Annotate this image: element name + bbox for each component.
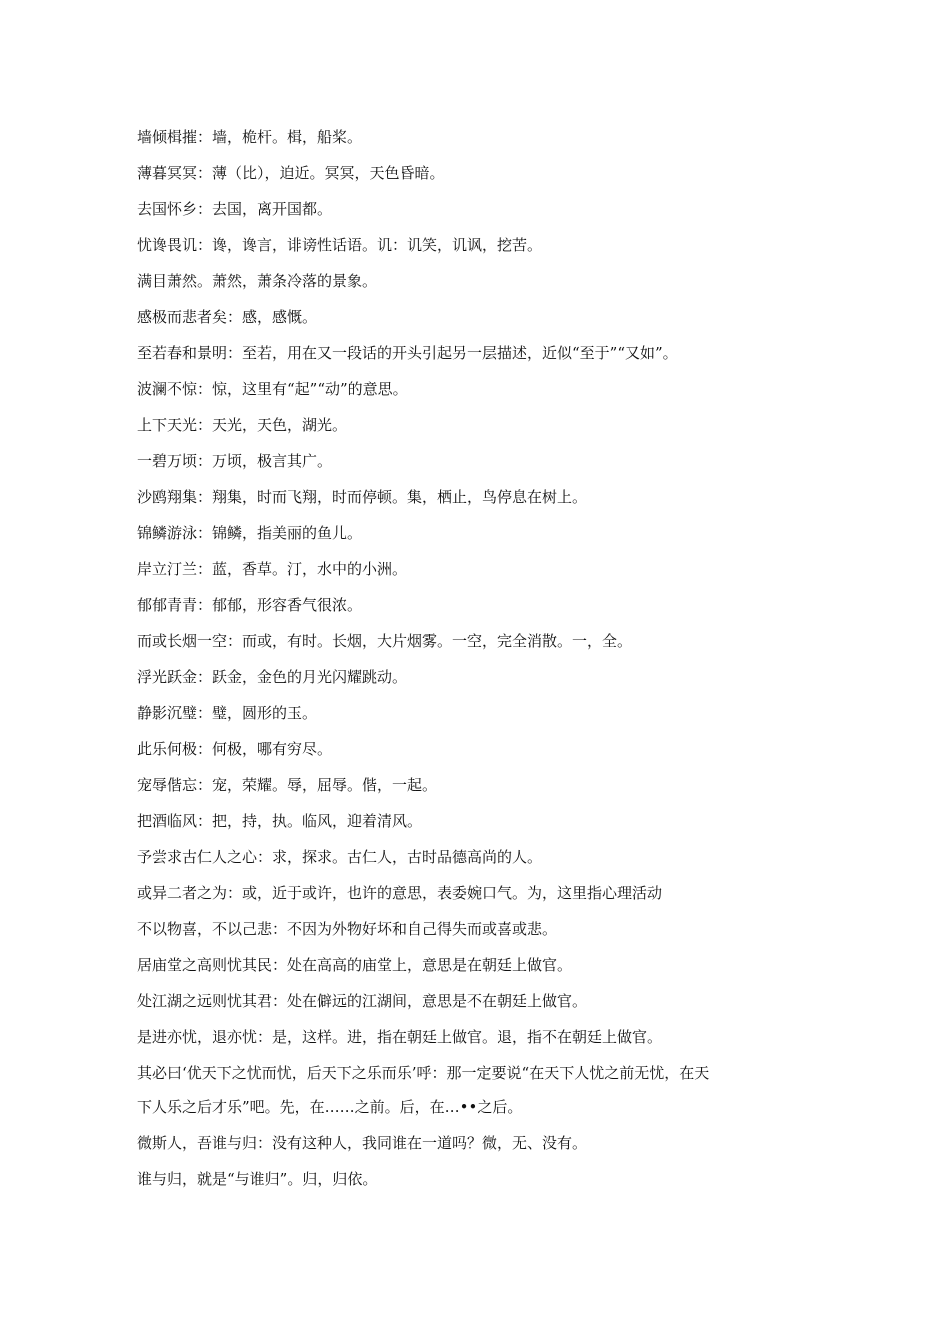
annotation-line: 郁郁青青：郁郁，形容香气很浓。 [137, 596, 363, 614]
annotation-line: 把酒临风：把，持，执。临风，迎着清风。 [137, 812, 423, 830]
annotation-line-continuation: 下人乐之后才乐”吧。先，在……之前。后，在…••之后。 [137, 1098, 523, 1116]
annotation-line: 而或长烟一空：而或，有时。长烟，大片烟雾。一空，完全消散。一，全。 [137, 632, 633, 650]
annotation-line: 忧谗畏讥：谗，谗言，诽谤性话语。讥：讥笑，讥讽，挖苦。 [137, 236, 543, 254]
annotation-line: 微斯人，吾谁与归：没有这种人，我同谁在一道吗？微，无、没有。 [137, 1134, 588, 1152]
annotation-line: 予尝求古仁人之心：求，探求。古仁人，古时品德高尚的人。 [137, 848, 543, 866]
annotation-line: 沙鸥翔集：翔集，时而飞翔，时而停顿。集，栖止，鸟停息在树上。 [137, 488, 588, 506]
annotation-line: 一碧万顷：万顷，极言其广。 [137, 452, 333, 470]
annotation-line: 浮光跃金：跃金，金色的月光闪耀跳动。 [137, 668, 408, 686]
annotation-line: 居庙堂之高则忧其民：处在高高的庙堂上，意思是在朝廷上做官。 [137, 956, 573, 974]
annotation-line: 墙倾楫摧：墙，桅杆。楫，船桨。 [137, 128, 363, 146]
annotation-line: 其必曰‘优天下之忧而忧，后天下之乐而乐’呼：那一定要说“在天下人忧之前无忧，在天 [137, 1064, 710, 1082]
annotation-line: 至若春和景明：至若，用在又一段话的开头引起另一层描述，近似“至于”“又如”。 [137, 344, 678, 362]
annotation-line: 感极而悲者矣：感，感慨。 [137, 308, 318, 326]
annotation-line: 此乐何极：何极，哪有穷尽。 [137, 740, 333, 758]
annotation-line: 岸立汀兰：蓝，香草。汀，水中的小洲。 [137, 560, 408, 578]
annotation-line: 处江湖之远则忧其君：处在僻远的江湖间，意思是不在朝廷上做官。 [137, 992, 588, 1010]
annotation-line: 锦鳞游泳：锦鳞，指美丽的鱼儿。 [137, 524, 363, 542]
annotation-line: 或异二者之为：或，近于或许，也许的意思，表委婉口气。为，这里指心理活动 [137, 884, 663, 902]
annotation-line: 是进亦忧，退亦忧：是，这样。进，指在朝廷上做官。退，指不在朝廷上做官。 [137, 1028, 663, 1046]
annotation-line: 去国怀乡：去国，离开国都。 [137, 200, 333, 218]
annotation-line: 波澜不惊：惊，这里有“起”“动”的意思。 [137, 380, 408, 398]
annotation-line: 谁与归，就是“与谁归”。归，归依。 [137, 1170, 378, 1188]
annotation-line: 薄暮冥冥：薄（比），迫近。冥冥，天色昏暗。 [137, 164, 445, 182]
annotation-line: 满目萧然。萧然，萧条冷落的景象。 [137, 272, 378, 290]
annotation-line: 不以物喜，不以己悲：不因为外物好坏和自己得失而或喜或悲。 [137, 920, 558, 938]
annotation-line: 静影沉璧：璧，圆形的玉。 [137, 704, 318, 722]
annotation-line: 宠辱偕忘：宠，荣耀。辱，屈辱。偕，一起。 [137, 776, 438, 794]
annotation-line: 上下天光：天光，天色，湖光。 [137, 416, 348, 434]
annotation-list [137, 124, 827, 1202]
